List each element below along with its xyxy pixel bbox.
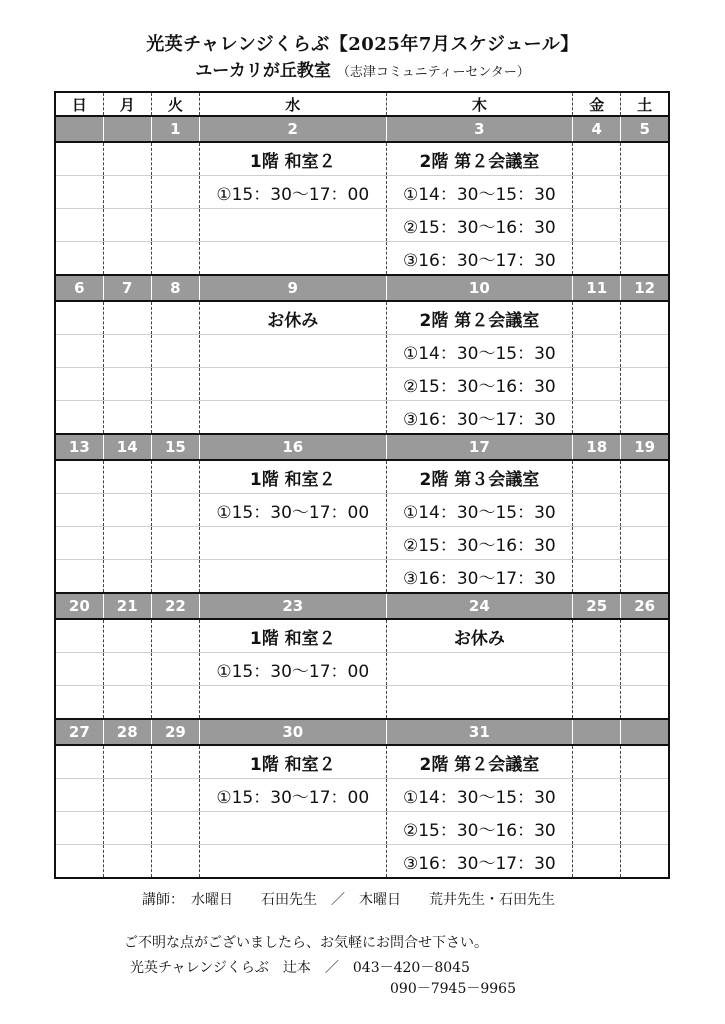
thursday-entry: ③16：30〜17：30 — [386, 845, 573, 879]
schedule-row — [55, 335, 669, 368]
date-row — [55, 719, 669, 745]
date-cell: 19 — [621, 434, 669, 460]
empty-cell — [55, 527, 103, 560]
thursday-entry: ②15：30〜16：30 — [386, 527, 573, 560]
date-cell: 6 — [55, 275, 103, 301]
empty-cell — [55, 335, 103, 368]
wednesday-entry — [199, 242, 386, 276]
empty-cell — [573, 401, 621, 435]
empty-cell — [621, 242, 669, 276]
date-cell: 8 — [151, 275, 199, 301]
empty-cell — [151, 176, 199, 209]
empty-cell — [621, 779, 669, 812]
empty-cell — [151, 460, 199, 494]
date-row — [55, 434, 669, 460]
thursday-entry: 2階 第２会議室 — [386, 142, 573, 176]
empty-cell — [573, 176, 621, 209]
contact-note: ご不明な点がございましたら、お気軽にお問合せ下さい。 — [124, 935, 488, 951]
empty-cell — [573, 560, 621, 594]
date-cell — [55, 116, 103, 142]
schedule-row — [55, 527, 669, 560]
empty-cell — [573, 242, 621, 276]
empty-cell — [573, 460, 621, 494]
empty-cell — [151, 527, 199, 560]
weekday-header: 木 — [386, 92, 573, 116]
empty-cell — [55, 779, 103, 812]
empty-cell — [103, 301, 151, 335]
wednesday-entry: 1階 和室２ — [199, 142, 386, 176]
empty-cell — [55, 460, 103, 494]
date-cell: 21 — [103, 593, 151, 619]
date-cell: 12 — [621, 275, 669, 301]
empty-cell — [151, 301, 199, 335]
empty-cell — [573, 494, 621, 527]
schedule-table — [54, 91, 670, 879]
wednesday-entry — [199, 527, 386, 560]
empty-cell — [103, 619, 151, 653]
empty-cell — [573, 142, 621, 176]
contact-line-1: 光英チャレンジくらぶ 辻本 ／ 043－420－8045 — [130, 960, 470, 976]
date-cell: 2 — [199, 116, 386, 142]
empty-cell — [621, 494, 669, 527]
date-cell: 10 — [386, 275, 573, 301]
wednesday-entry: 1階 和室２ — [199, 460, 386, 494]
empty-cell — [621, 142, 669, 176]
date-cell: 14 — [103, 434, 151, 460]
empty-cell — [151, 779, 199, 812]
empty-cell — [103, 209, 151, 242]
date-cell: 27 — [55, 719, 103, 745]
date-cell: 1 — [151, 116, 199, 142]
weekday-header: 火 — [151, 92, 199, 116]
date-cell: 22 — [151, 593, 199, 619]
empty-cell — [55, 745, 103, 779]
date-cell: 31 — [386, 719, 573, 745]
venue-name: ユーカリが丘教室 — [195, 61, 331, 81]
empty-cell — [151, 686, 199, 720]
empty-cell — [573, 335, 621, 368]
date-cell: 30 — [199, 719, 386, 745]
empty-cell — [151, 335, 199, 368]
wednesday-entry: ①15：30〜17：00 — [199, 779, 386, 812]
empty-cell — [151, 619, 199, 653]
empty-cell — [151, 142, 199, 176]
thursday-entry — [386, 653, 573, 686]
empty-cell — [151, 653, 199, 686]
thursday-entry — [386, 686, 573, 720]
empty-cell — [151, 845, 199, 879]
date-cell: 5 — [621, 116, 669, 142]
empty-cell — [103, 460, 151, 494]
schedule-row — [55, 653, 669, 686]
wednesday-entry — [199, 845, 386, 879]
empty-cell — [55, 142, 103, 176]
empty-cell — [621, 845, 669, 879]
schedule-row — [55, 845, 669, 879]
empty-cell — [103, 686, 151, 720]
empty-cell — [151, 209, 199, 242]
contact-line-2: 090－7945－9965 — [390, 981, 516, 997]
date-cell — [621, 719, 669, 745]
empty-cell — [573, 209, 621, 242]
date-cell: 11 — [573, 275, 621, 301]
empty-cell — [55, 176, 103, 209]
empty-cell — [55, 368, 103, 401]
venue-sub: （志津コミュニティーセンター） — [336, 65, 530, 80]
thursday-entry: ②15：30〜16：30 — [386, 209, 573, 242]
wednesday-entry: お休み — [199, 301, 386, 335]
thursday-entry: ②15：30〜16：30 — [386, 812, 573, 845]
empty-cell — [151, 494, 199, 527]
empty-cell — [621, 176, 669, 209]
empty-cell — [103, 368, 151, 401]
empty-cell — [103, 494, 151, 527]
empty-cell — [621, 401, 669, 435]
thursday-entry: ③16：30〜17：30 — [386, 401, 573, 435]
empty-cell — [55, 560, 103, 594]
empty-cell — [573, 686, 621, 720]
date-cell: 25 — [573, 593, 621, 619]
schedule-row — [55, 686, 669, 720]
wednesday-entry: ①15：30〜17：00 — [199, 653, 386, 686]
date-cell: 9 — [199, 275, 386, 301]
thursday-entry: ①14：30〜15：30 — [386, 176, 573, 209]
empty-cell — [103, 335, 151, 368]
empty-cell — [621, 460, 669, 494]
page-title: 光英チャレンジくらぶ【2025年7月スケジュール】 — [146, 34, 579, 55]
date-cell — [103, 116, 151, 142]
empty-cell — [151, 401, 199, 435]
schedule-row — [55, 142, 669, 176]
thursday-entry: ③16：30〜17：30 — [386, 560, 573, 594]
empty-cell — [103, 779, 151, 812]
empty-cell — [621, 301, 669, 335]
empty-cell — [103, 527, 151, 560]
thursday-entry: ①14：30〜15：30 — [386, 494, 573, 527]
schedule-row — [55, 301, 669, 335]
date-row — [55, 116, 669, 142]
empty-cell — [103, 845, 151, 879]
empty-cell — [55, 242, 103, 276]
empty-cell — [151, 745, 199, 779]
wednesday-entry: 1階 和室２ — [199, 745, 386, 779]
wednesday-entry — [199, 335, 386, 368]
empty-cell — [55, 812, 103, 845]
empty-cell — [55, 686, 103, 720]
date-cell: 13 — [55, 434, 103, 460]
thursday-entry: ③16：30〜17：30 — [386, 242, 573, 276]
empty-cell — [103, 653, 151, 686]
wednesday-entry — [199, 560, 386, 594]
weekday-header-row — [55, 92, 669, 116]
empty-cell — [573, 812, 621, 845]
date-cell: 26 — [621, 593, 669, 619]
empty-cell — [573, 745, 621, 779]
wednesday-entry: 1階 和室２ — [199, 619, 386, 653]
empty-cell — [573, 368, 621, 401]
date-cell: 15 — [151, 434, 199, 460]
empty-cell — [621, 335, 669, 368]
empty-cell — [621, 619, 669, 653]
schedule-row — [55, 560, 669, 594]
empty-cell — [103, 812, 151, 845]
schedule-row — [55, 779, 669, 812]
empty-cell — [103, 242, 151, 276]
wednesday-entry: ①15：30〜17：00 — [199, 176, 386, 209]
wednesday-entry — [199, 812, 386, 845]
empty-cell — [573, 653, 621, 686]
thursday-entry: ①14：30〜15：30 — [386, 335, 573, 368]
empty-cell — [573, 845, 621, 879]
date-cell: 20 — [55, 593, 103, 619]
empty-cell — [55, 619, 103, 653]
empty-cell — [103, 142, 151, 176]
empty-cell — [55, 494, 103, 527]
page-subtitle — [0, 56, 725, 81]
weekday-header: 土 — [621, 92, 669, 116]
thursday-entry: 2階 第２会議室 — [386, 745, 573, 779]
empty-cell — [573, 301, 621, 335]
empty-cell — [151, 368, 199, 401]
empty-cell — [621, 368, 669, 401]
thursday-entry: お休み — [386, 619, 573, 653]
empty-cell — [621, 686, 669, 720]
weekday-header: 月 — [103, 92, 151, 116]
empty-cell — [621, 527, 669, 560]
thursday-entry: ①14：30〜15：30 — [386, 779, 573, 812]
date-cell: 16 — [199, 434, 386, 460]
date-cell: 4 — [573, 116, 621, 142]
empty-cell — [621, 560, 669, 594]
thursday-entry: 2階 第２会議室 — [386, 301, 573, 335]
date-cell: 18 — [573, 434, 621, 460]
wednesday-entry — [199, 209, 386, 242]
thursday-entry: 2階 第３会議室 — [386, 460, 573, 494]
wednesday-entry — [199, 401, 386, 435]
weekday-header: 水 — [199, 92, 386, 116]
date-row — [55, 593, 669, 619]
schedule-row — [55, 460, 669, 494]
empty-cell — [103, 560, 151, 594]
schedule-row — [55, 619, 669, 653]
empty-cell — [621, 745, 669, 779]
empty-cell — [151, 560, 199, 594]
schedule-row — [55, 176, 669, 209]
schedule-row — [55, 494, 669, 527]
empty-cell — [573, 779, 621, 812]
schedule-row — [55, 401, 669, 435]
empty-cell — [621, 812, 669, 845]
weekday-header: 金 — [573, 92, 621, 116]
empty-cell — [103, 401, 151, 435]
schedule-row — [55, 368, 669, 401]
empty-cell — [151, 242, 199, 276]
date-cell: 28 — [103, 719, 151, 745]
empty-cell — [103, 745, 151, 779]
date-cell: 23 — [199, 593, 386, 619]
empty-cell — [151, 812, 199, 845]
date-cell: 3 — [386, 116, 573, 142]
empty-cell — [55, 301, 103, 335]
date-cell: 24 — [386, 593, 573, 619]
schedule-row — [55, 242, 669, 276]
empty-cell — [573, 527, 621, 560]
schedule-row — [55, 812, 669, 845]
empty-cell — [55, 845, 103, 879]
empty-cell — [621, 209, 669, 242]
empty-cell — [573, 619, 621, 653]
wednesday-entry: ①15：30〜17：00 — [199, 494, 386, 527]
date-cell: 29 — [151, 719, 199, 745]
date-cell: 7 — [103, 275, 151, 301]
date-row — [55, 275, 669, 301]
weekday-header: 日 — [55, 92, 103, 116]
empty-cell — [621, 653, 669, 686]
empty-cell — [55, 401, 103, 435]
date-cell — [573, 719, 621, 745]
schedule-row — [55, 209, 669, 242]
wednesday-entry — [199, 686, 386, 720]
instructors-text: 講師： 水曜日 石田先生 ／ 木曜日 荒井先生・石田先生 — [142, 892, 555, 908]
empty-cell — [55, 653, 103, 686]
empty-cell — [55, 209, 103, 242]
empty-cell — [103, 176, 151, 209]
schedule-row — [55, 745, 669, 779]
date-cell: 17 — [386, 434, 573, 460]
wednesday-entry — [199, 368, 386, 401]
thursday-entry: ②15：30〜16：30 — [386, 368, 573, 401]
